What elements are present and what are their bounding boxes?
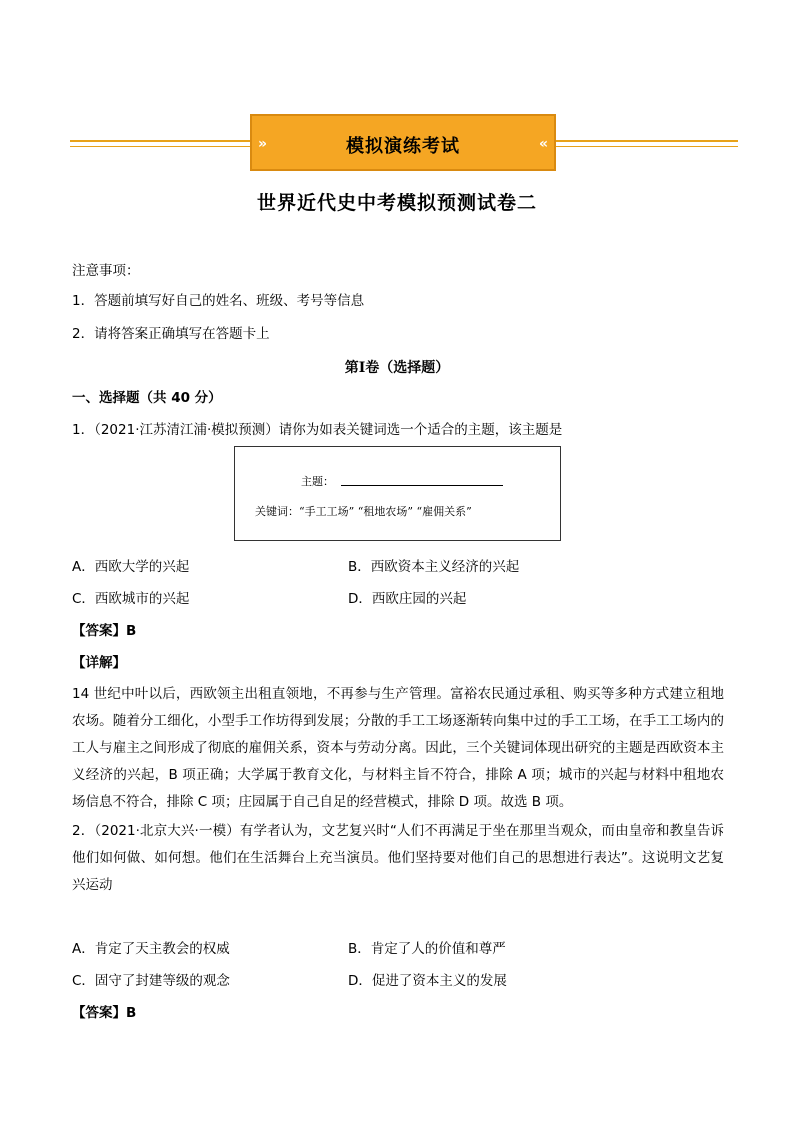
part-heading: 一、选择题（共 40 分） — [72, 390, 222, 406]
q2-option-b: B．肯定了人的价值和尊严 — [348, 941, 506, 957]
banner-title: 模拟演练考试 — [346, 136, 460, 157]
notes-item-2: 2．请将答案正确填写在答题卡上 — [72, 326, 270, 342]
double-chevron-left-icon: « — [538, 136, 548, 152]
notes-item-1: 1．答题前填写好自己的姓名、班级、考号等信息 — [72, 293, 365, 309]
keyword-list: 关键词：“手工工场” “租地农场” “雇佣关系” — [255, 505, 472, 518]
keyword-table — [234, 446, 561, 541]
q1-option-c: C．西欧城市的兴起 — [72, 591, 190, 607]
header-rule-right-thin — [556, 146, 738, 147]
q1-detail-label: 【详解】 — [72, 655, 126, 671]
double-chevron-right-icon: » — [258, 136, 268, 152]
section-title: 第I卷（选择题） — [344, 360, 450, 376]
q2-option-a: A．肯定了天主教会的权威 — [72, 941, 230, 957]
theme-blank-line — [341, 485, 503, 486]
q2-option-d: D．促进了资本主义的发展 — [348, 973, 507, 989]
q1-detail-text: 14 世纪中叶以后，西欧领主出租直领地，不再参与生产管理。富裕农民通过承租、购买等多种方式建立租地农场。随着分工细化，小型手工作坊得到发展；分散的手工工场逐渐转向集中过的手工工场，在手工工场内的工人与雇主之间形成了彻底的雇佣关系，资本与劳动分离。因此，三个关键词体现出研究的主题是西欧资本主义经济的兴起，B 项正确；大学属于教育文化，与材料主旨不符合，排除 A 项；城市的兴起与材料中租地农场信息不符合，排除 C 项；庄园属于自己自足的经营模式，排除 D 项。故选 B 项。 — [72, 686, 724, 810]
notes-heading: 注意事项： — [72, 263, 140, 279]
q1-option-d: D．西欧庄园的兴起 — [348, 591, 467, 607]
header-rule-left — [70, 140, 250, 142]
q1-answer: 【答案】B — [72, 623, 137, 639]
document-title: 世界近代史中考模拟预测试卷二 — [256, 192, 537, 214]
q1-stem: 1．（2021·江苏清江浦·模拟预测）请你为如表关键词选一个适合的主题，该主题是 — [72, 422, 563, 438]
keyword-theme-label: 主题： — [301, 475, 334, 488]
q1-option-a: A．西欧大学的兴起 — [72, 559, 190, 575]
header-rule-left-thin — [70, 146, 250, 147]
q1-option-b: B．西欧资本主义经济的兴起 — [348, 559, 520, 575]
q2-stem: 2．（2021·北京大兴·一模）有学者认为，文艺复兴时“人们不再满足于坐在那里当观众，而由皇帝和教皇告诉他们如何做、如何想。他们在生活舞台上充当演员。他们坚持要对他们自己的思想进行表达”。这说明文艺复兴运动 — [72, 823, 724, 893]
exam-banner — [250, 114, 556, 171]
header-rule-right — [556, 140, 738, 142]
q2-answer: 【答案】B — [72, 1005, 137, 1021]
q2-option-c: C．固守了封建等级的观念 — [72, 973, 230, 989]
